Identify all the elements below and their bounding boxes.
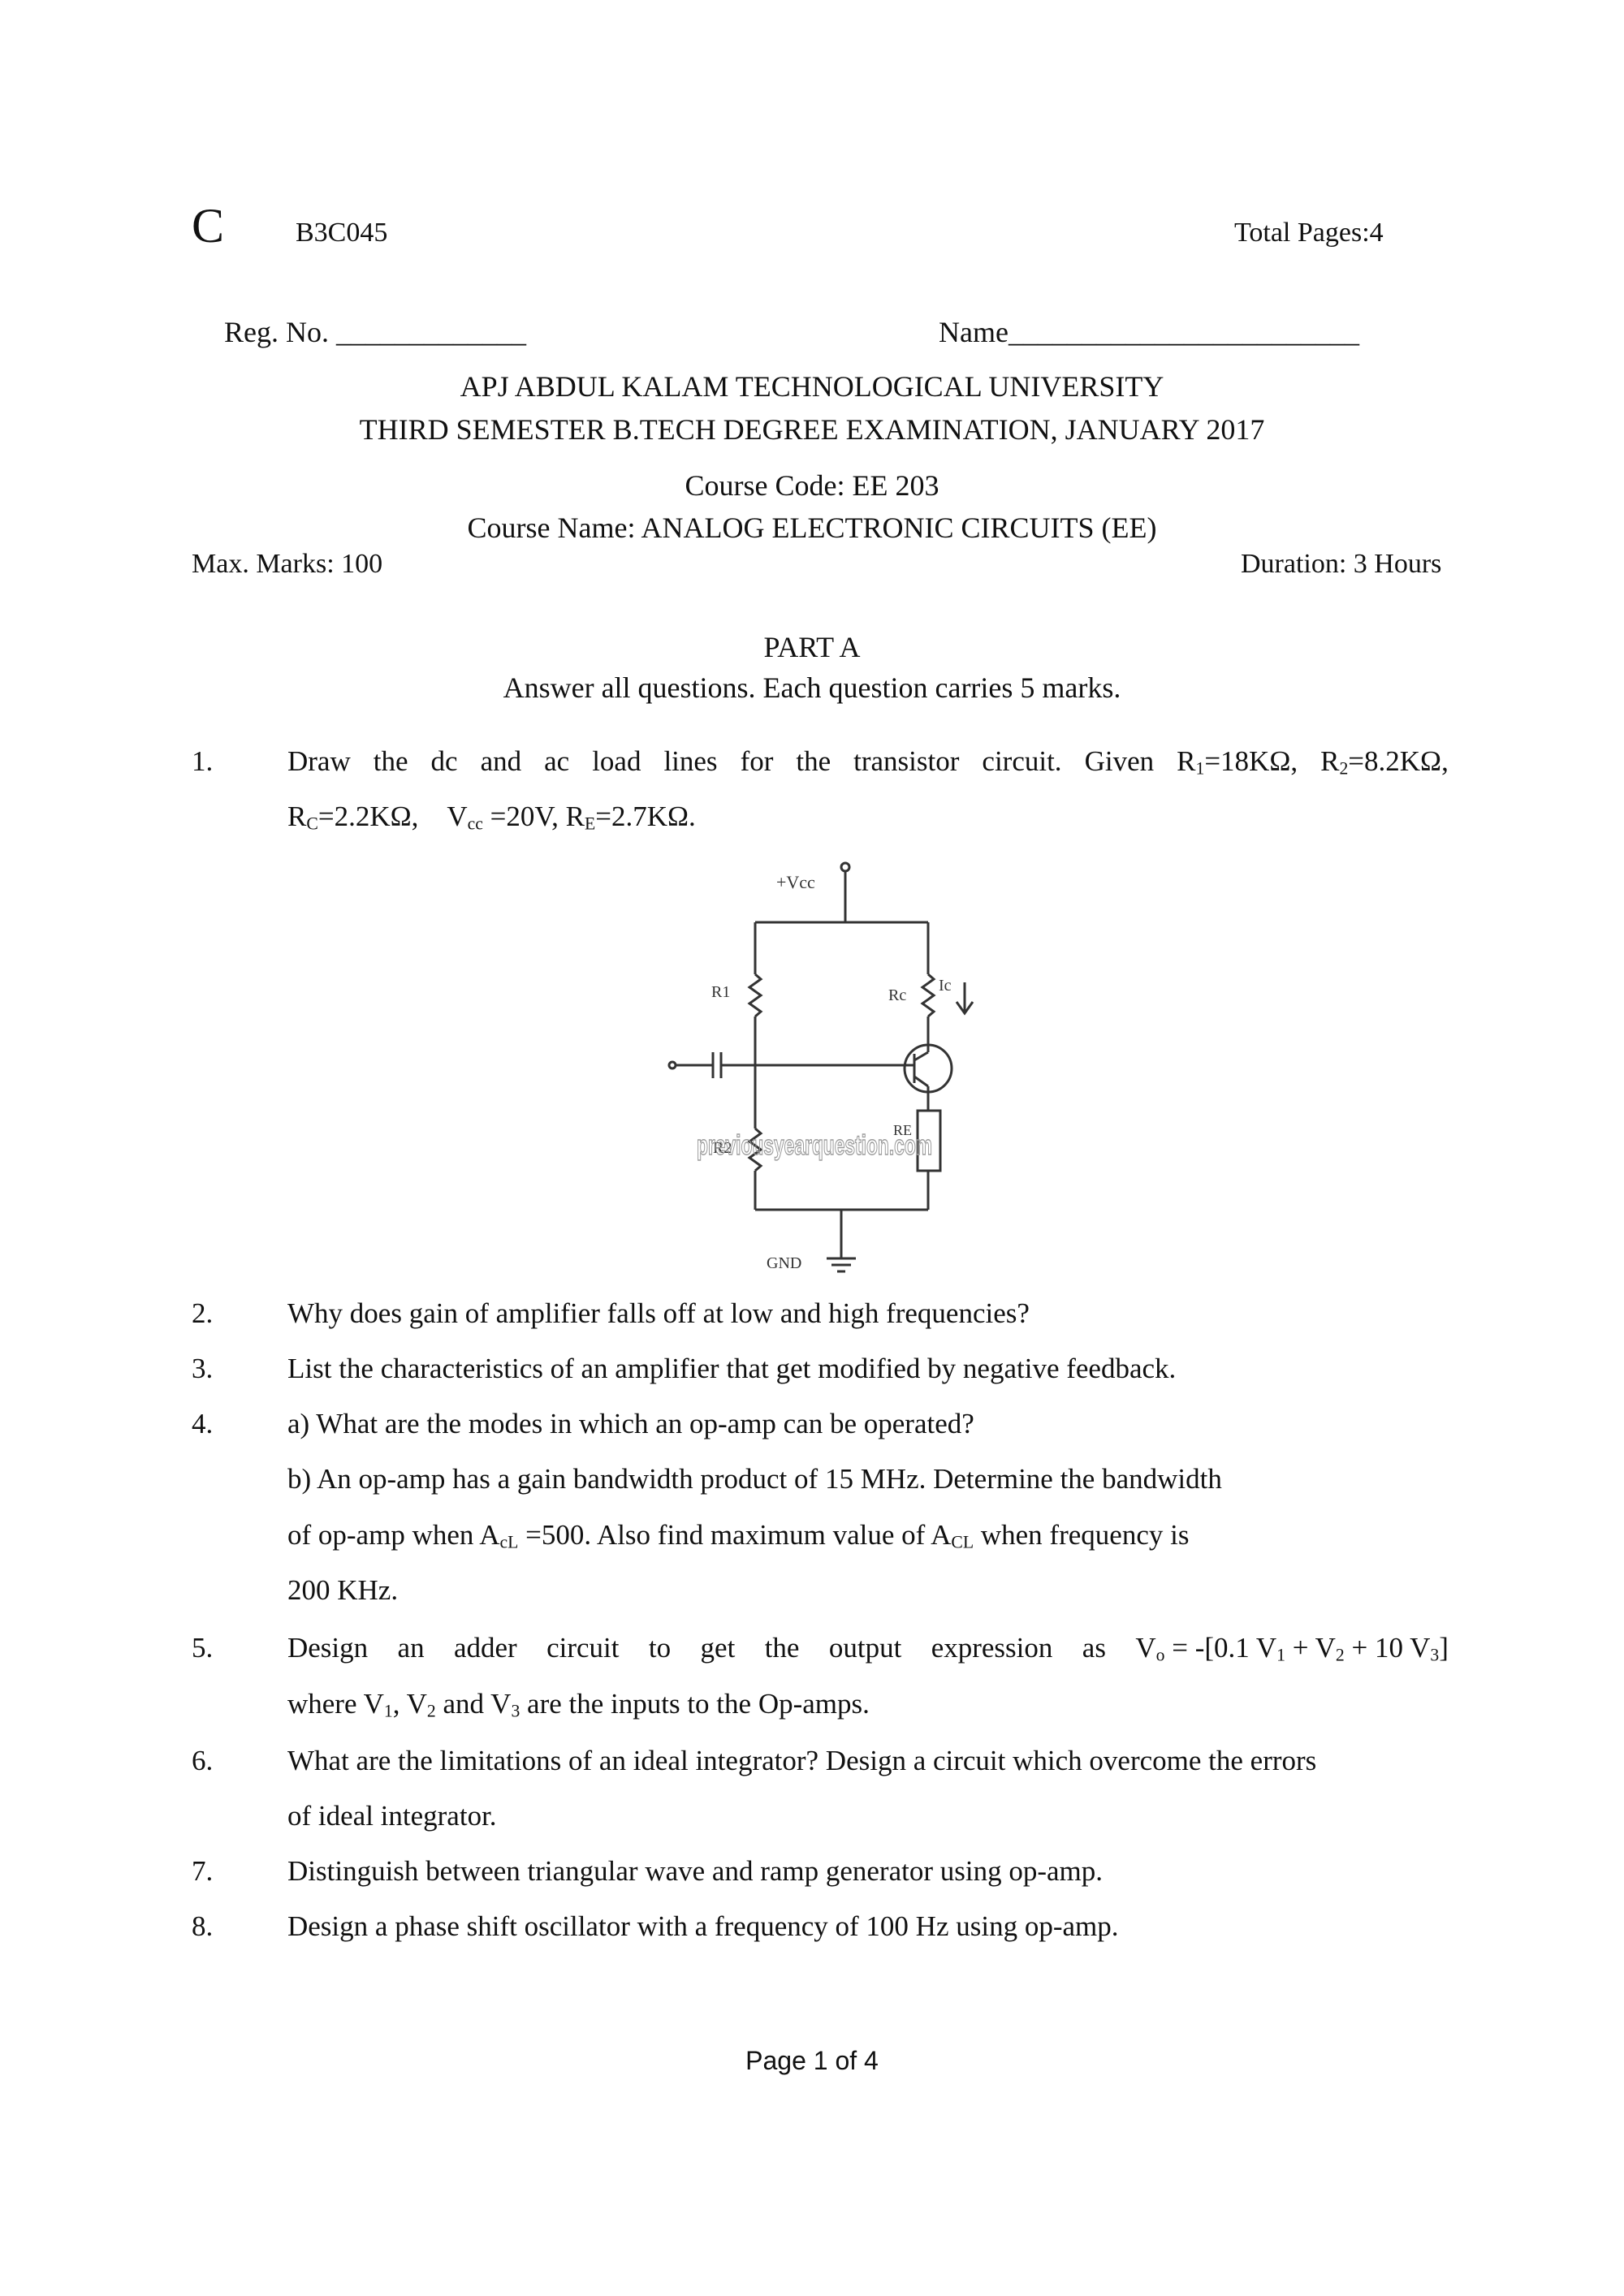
q1-word: circuit. <box>982 745 1062 777</box>
q1-word: ac <box>544 745 570 777</box>
q1-word: the <box>796 745 831 777</box>
question-4b-line-2: of op-amp when $A_{cL} =500$. Also find maximum value of $A_{CL}$ when frequency is <box>287 1519 1190 1552</box>
q5-word: an <box>397 1632 425 1664</box>
rc-resistor <box>922 974 934 1016</box>
r2-label: R2 <box>713 1139 732 1157</box>
question-4b-line-1: b) An op-amp has a gain bandwidth product of 15 MHz. Determine the bandwidth <box>287 1463 1222 1495</box>
question-2-text: Why does gain of amplifier falls off at low and high frequencies? <box>287 1297 1030 1329</box>
question-2-number: 2. <box>192 1297 214 1329</box>
transistor-circuit-diagram <box>650 852 974 1291</box>
q1-rc: $R_C=2.2K\Omega$, <box>287 801 419 834</box>
input-terminal <box>669 1062 676 1068</box>
q5-word: the <box>764 1632 800 1664</box>
q5-word: expression <box>931 1632 1053 1664</box>
course-name: Course Name: ANALOG ELECTRONIC CIRCUITS (EE) <box>467 511 1157 544</box>
question-6-number: 6. <box>192 1745 214 1776</box>
reg-no-field: Reg. No. _____________ <box>224 316 526 348</box>
r1-resistor <box>749 974 761 1016</box>
part-a-instruction: Answer all questions. Each question carries 5 marks. <box>503 671 1121 704</box>
vcc-label: +Vcc <box>776 872 815 892</box>
total-pages: Total Pages:4 <box>1234 218 1384 248</box>
q1-word: the <box>373 745 408 777</box>
q1-word: load <box>592 745 641 777</box>
r1-label: R1 <box>711 983 731 1001</box>
q1-word: and <box>480 745 522 777</box>
series-letter: C <box>192 199 225 252</box>
q5-word: output <box>828 1632 902 1664</box>
question-6-line-2: of ideal integrator. <box>287 1800 497 1832</box>
q1-re: $R_E=2.7K\Omega$. <box>565 801 696 834</box>
q1-word: Given <box>1084 745 1155 777</box>
max-marks: Max. Marks: 100 <box>192 549 383 579</box>
q5-expression: $V_o = -[0.1$ $V_1 + V_2 + 10$ $V_3$] <box>1135 1632 1449 1665</box>
q5-word: to <box>648 1632 672 1664</box>
question-1-line-1 <box>287 745 1449 778</box>
gnd-label: GND <box>767 1254 802 1272</box>
question-3-number: 3. <box>192 1353 214 1384</box>
course-code: Course Code: EE 203 <box>685 469 939 502</box>
q5-word: as <box>1082 1632 1106 1664</box>
page-number: Page 1 of 4 <box>745 2046 879 2075</box>
q1-word: dc <box>430 745 458 777</box>
university-name: APJ ABDUL KALAM TECHNOLOGICAL UNIVERSITY <box>460 370 1164 403</box>
question-4-number: 4. <box>192 1408 214 1439</box>
question-5-line-1 <box>287 1632 1449 1664</box>
ic-label: Ic <box>939 977 952 995</box>
q5-word: get <box>700 1632 736 1664</box>
question-8-number: 8. <box>192 1910 214 1942</box>
name-field: Name________________________ <box>939 316 1359 348</box>
q1-r2: $R_2=8.2K\Omega$, <box>1320 745 1449 779</box>
q1-word: for <box>740 745 774 777</box>
watermark: previousyearquestion.com <box>697 1130 932 1161</box>
q5-word: circuit <box>546 1632 620 1664</box>
vcc-terminal <box>841 863 849 871</box>
question-5-number: 5. <box>192 1632 214 1664</box>
question-6-line-1: What are the limitations of an ideal integrator? Design a circuit which overcome the errors <box>287 1745 1317 1776</box>
q1-word: transistor <box>853 745 960 777</box>
paper-code: B3C045 <box>296 218 388 248</box>
question-7-number: 7. <box>192 1855 214 1887</box>
exam-title: THIRD SEMESTER B.TECH DEGREE EXAMINATION, JANUARY 2017 <box>359 413 1265 446</box>
q1-vcc: $V_{cc} =20V$, <box>447 801 559 834</box>
question-4b-line-3: 200 KHz. <box>287 1574 399 1606</box>
question-7-text: Distinguish between triangular wave and ramp generator using op-amp. <box>287 1855 1104 1887</box>
re-label: RE <box>893 1122 913 1138</box>
rc-label: Rc <box>888 986 907 1004</box>
question-5-line-2: where $V_1$, $V_2$ and $V_3$ are the inputs to the Op-amps. <box>287 1688 870 1721</box>
question-1-number: 1. <box>192 745 214 777</box>
question-3-text: List the characteristics of an amplifier that get modified by negative feedback. <box>287 1353 1177 1384</box>
q5-word: Design <box>287 1632 369 1664</box>
q1-word: Draw <box>287 745 351 777</box>
question-1-line-2 <box>287 801 696 833</box>
q5-word: adder <box>453 1632 517 1664</box>
question-4a-text: a) What are the modes in which an op-amp can be operated? <box>287 1408 974 1439</box>
duration: Duration: 3 Hours <box>1241 549 1442 579</box>
question-8-text: Design a phase shift oscillator with a frequency of 100 Hz using op-amp. <box>287 1910 1119 1942</box>
part-a-title: PART A <box>763 631 861 663</box>
q1-r1: $R_1=18K\Omega$, <box>1177 745 1298 779</box>
q1-word: lines <box>663 745 718 777</box>
